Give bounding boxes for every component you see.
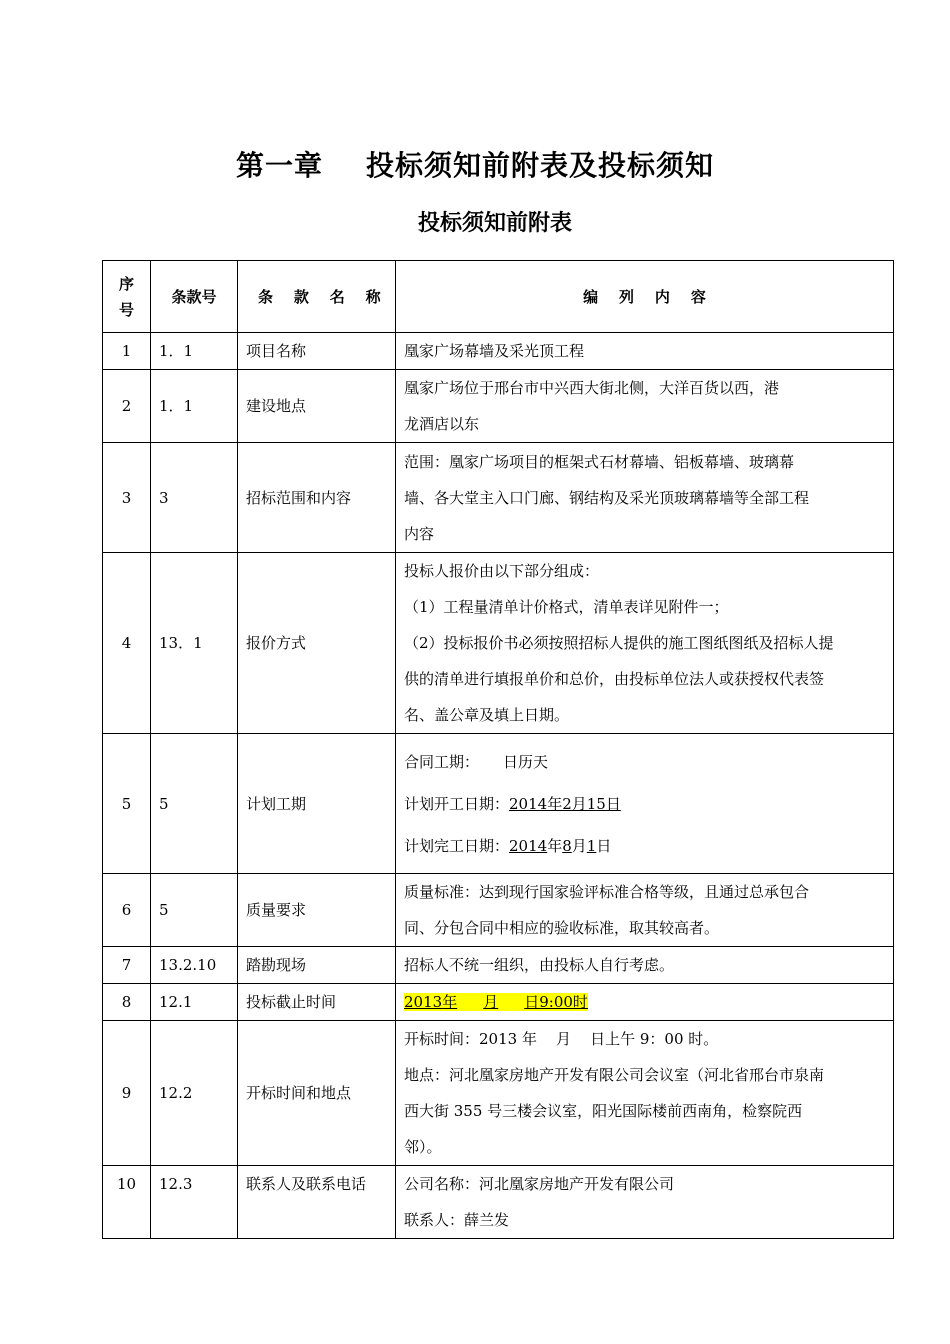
row-num: 3 — [103, 443, 151, 553]
table-row — [103, 443, 894, 553]
row-clause: 1．1 — [151, 370, 238, 443]
row-content: 范围：凰家广场项目的框架式石材幕墙、铝板幕墙、玻璃幕 墙、各大堂主入口门廊、钢结构及采光顶玻璃幕墙等全部工程 内容 — [396, 443, 894, 553]
row-clause: 5 — [151, 874, 238, 947]
sub-title: 投标须知前附表 — [417, 211, 572, 236]
table-row — [103, 734, 894, 874]
planned-end: 计划完工日期：2014年8月1日 — [404, 836, 612, 855]
row-name: 质量要求 — [238, 874, 396, 947]
row-content: 质量标准：达到现行国家验评标准合格等级，且通过总承包合 同、分包合同中相应的验收标准，取其较高者。 — [396, 874, 894, 947]
row-clause: 1．1 — [151, 333, 238, 370]
header-num: 序 号 — [103, 261, 151, 333]
row-clause: 12.2 — [151, 1021, 238, 1166]
row-num: 6 — [103, 874, 151, 947]
row-content: 公司名称：河北凰家房地产开发有限公司 联系人：薛兰发 — [396, 1166, 894, 1239]
row-name: 报价方式 — [238, 553, 396, 734]
table-row — [103, 874, 894, 947]
row-content — [396, 734, 894, 874]
contract-period: 合同工期： 日历天 — [404, 752, 549, 771]
row-num: 5 — [103, 734, 151, 874]
chapter-title: 第一章 投标须知前附表及投标须知 — [236, 149, 714, 182]
row-name: 开标时间和地点 — [238, 1021, 396, 1166]
table-header-row — [103, 261, 894, 333]
row-name: 项目名称 — [238, 333, 396, 370]
row-clause: 12.1 — [151, 984, 238, 1021]
row-name: 投标截止时间 — [238, 984, 396, 1021]
table-row — [103, 553, 894, 734]
row-clause: 13．1 — [151, 553, 238, 734]
row-name: 联系人及联系电话 — [238, 1166, 396, 1239]
row-content — [396, 984, 894, 1021]
row-name: 踏勘现场 — [238, 947, 396, 984]
row-content: 凰家广场幕墙及采光顶工程 — [396, 333, 894, 370]
row-num: 9 — [103, 1021, 151, 1166]
row-content: 开标时间：2013 年 月 日上午 9：00 时。 地点：河北凰家房地产开发有限公司会议室（河北省邢台市泉南 西大街 355 号三楼会议室，阳光国际楼前西南角，检察院西 邻）。 — [396, 1021, 894, 1166]
row-clause: 5 — [151, 734, 238, 874]
header-clause: 条款号 — [151, 261, 238, 333]
row-num: 1 — [103, 333, 151, 370]
row-content: 投标人报价由以下部分组成： （1）工程量清单计价格式，清单表详见附件一； （2）投标报价书必须按照招标人提供的施工图纸图纸及招标人提 供的清单进行填报单价和总价，由投标单位法人或获授权代表签 名、盖公章及填上日期。 — [396, 553, 894, 734]
row-num: 7 — [103, 947, 151, 984]
table-row — [103, 947, 894, 984]
row-num: 4 — [103, 553, 151, 734]
table-row — [103, 370, 894, 443]
appendix-table — [102, 260, 894, 1239]
table-row — [103, 1021, 894, 1166]
header-content: 编 列 内 容 — [396, 261, 894, 333]
row-clause: 13.2.10 — [151, 947, 238, 984]
row-num: 8 — [103, 984, 151, 1021]
row-content: 招标人不统一组织，由投标人自行考虑。 — [396, 947, 894, 984]
row-name: 计划工期 — [238, 734, 396, 874]
row-clause: 12.3 — [151, 1166, 238, 1239]
table-row — [103, 333, 894, 370]
row-num: 10 — [103, 1166, 151, 1239]
table-row — [103, 1166, 894, 1239]
table-row — [103, 984, 894, 1021]
row-name: 建设地点 — [238, 370, 396, 443]
deadline-value: 2013年 月 日9:00时 — [404, 993, 588, 1011]
row-content: 凰家广场位于邢台市中兴西大街北侧，大洋百货以西，港 龙酒店以东 — [396, 370, 894, 443]
row-name: 招标范围和内容 — [238, 443, 396, 553]
planned-start: 计划开工日期：2014年2月15日 — [404, 794, 621, 813]
row-clause: 3 — [151, 443, 238, 553]
header-name: 条 款 名 称 — [238, 261, 396, 333]
row-num: 2 — [103, 370, 151, 443]
